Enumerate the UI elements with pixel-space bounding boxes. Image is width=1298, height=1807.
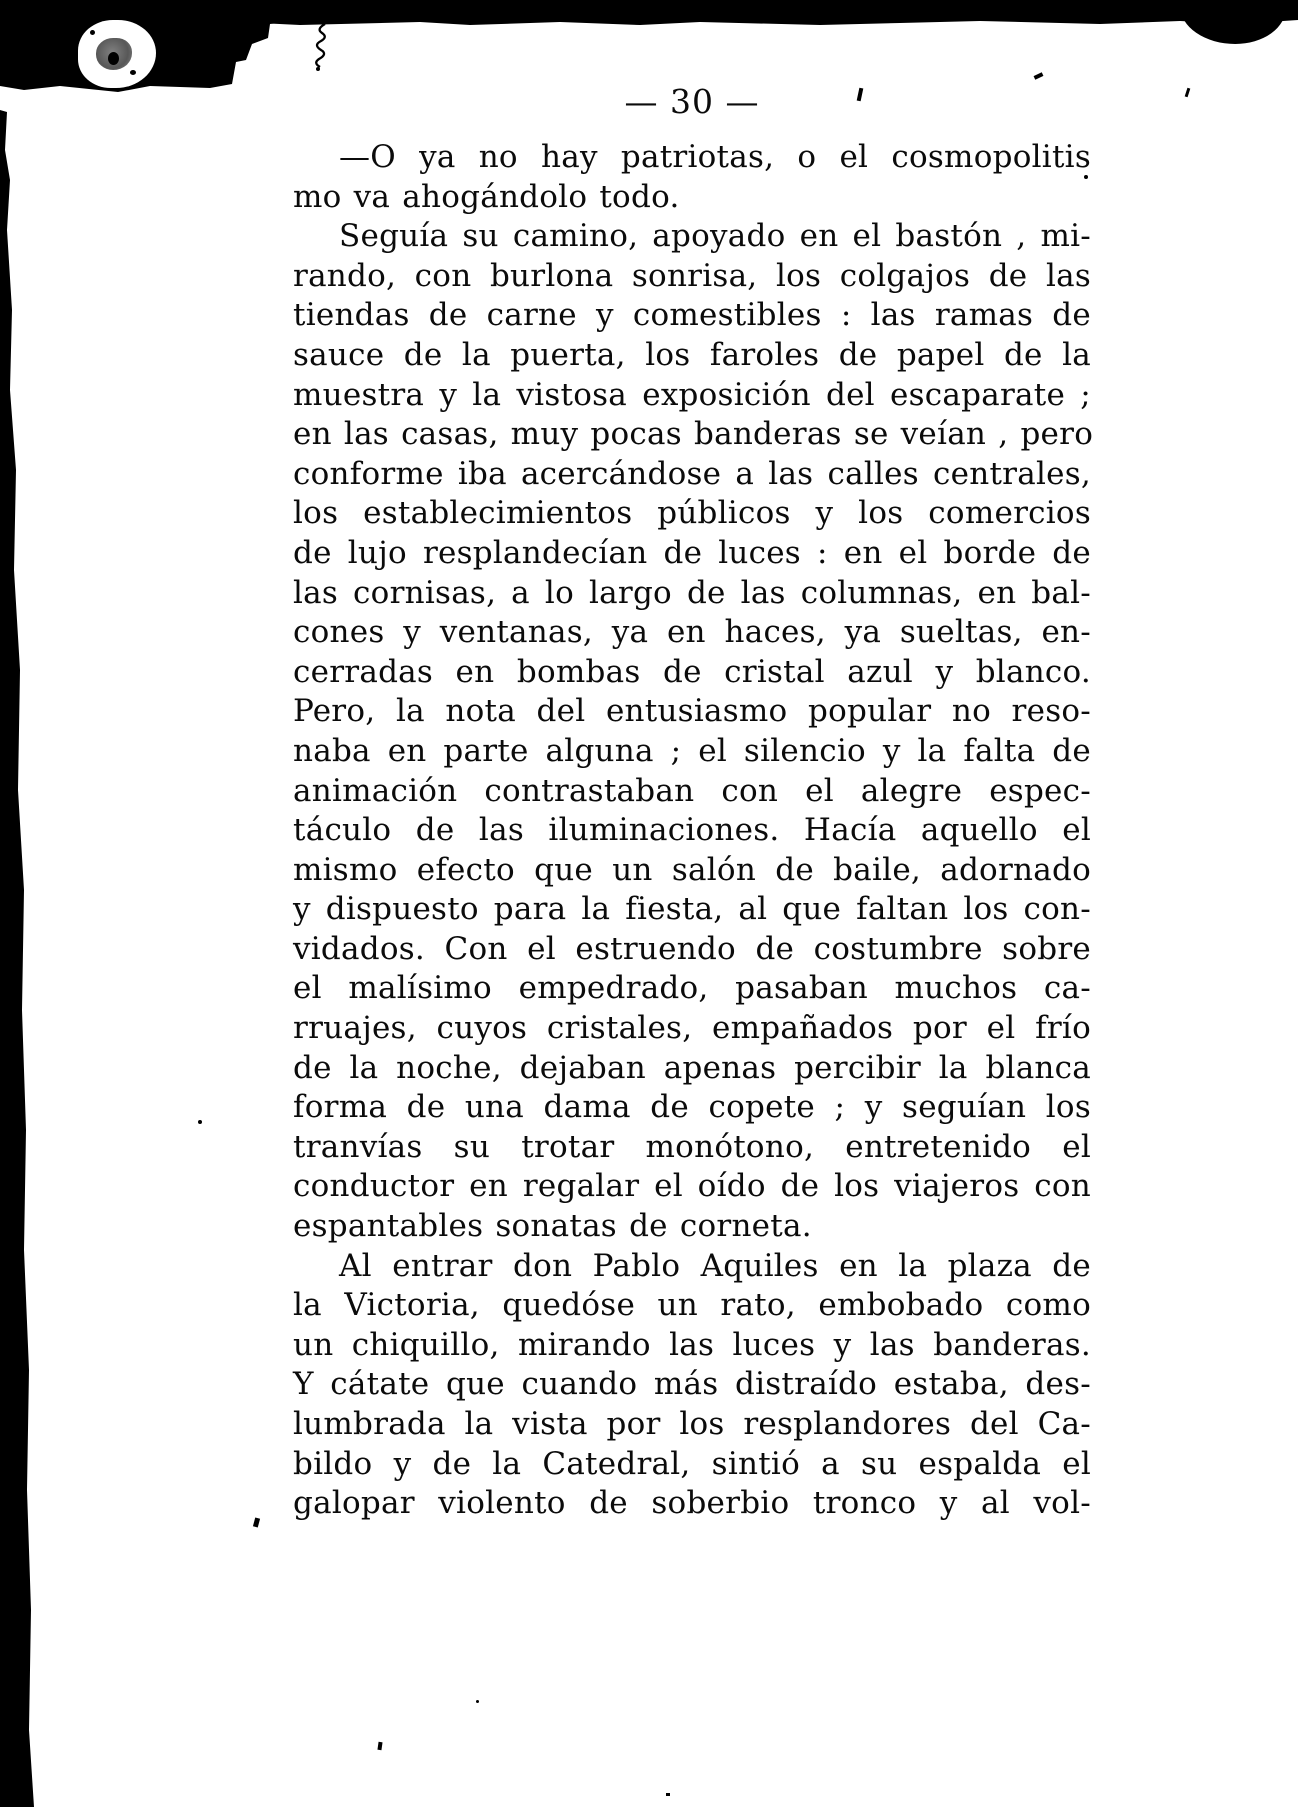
text-line: Seguía su camino, apoyado en el bastón , mi-	[339, 218, 1091, 255]
text-line: tiendas de carne y comestibles : las ramas de	[293, 297, 1091, 334]
text-line: rruajes, cuyos cristales, empañados por el frío	[293, 1010, 1091, 1047]
text-line: lumbrada la vista por los resplandores del Ca-	[293, 1406, 1091, 1442]
scan-artifact-dot	[108, 52, 119, 65]
text-line: y dispuesto para la fiesta, al que faltan los con-	[293, 891, 1091, 928]
text-line: forma de una dama de copete ; y seguían los	[293, 1089, 1091, 1126]
text-line: bildo y de la Catedral, sintió a su espalda el	[293, 1445, 1091, 1482]
text-line: el malísimo empedrado, pasaban muchos ca-	[293, 970, 1091, 1007]
scan-artifact-ink-squiggle	[310, 22, 336, 74]
text-line: rando, con burlona sonrisa, los colgajos de las	[293, 257, 1091, 294]
text-line: los establecimientos públicos y los comercios	[293, 495, 1091, 532]
text-line: tranvías su trotar monótono, entretenido el	[293, 1128, 1091, 1165]
scan-artifact-top-right-blob	[1180, 0, 1286, 44]
text-line: conforme iba acercándose a las calles centrales,	[293, 455, 1091, 492]
text-line: —O ya no hay patriotas, o el cosmopolitis	[339, 139, 1091, 175]
text-line: táculo de las iluminaciones. Hacía aquello el	[293, 812, 1091, 849]
text-line: cerradas en bombas de cristal azul y blanco.	[293, 653, 1091, 690]
scan-artifact-dot	[130, 70, 136, 75]
text-line: galopar violento de soberbio tronco y al vol-	[293, 1485, 1091, 1522]
text-line: las cornisas, a lo largo de las columnas, en bal-	[293, 574, 1091, 611]
text-line: Pero, la nota del entusiasmo popular no reso-	[293, 693, 1091, 730]
text-line: muestra y la vistosa exposición del escaparate ;	[293, 376, 1091, 413]
text-line: Al entrar don Pablo Aquiles en la plaza de	[339, 1247, 1091, 1284]
text-line: de la noche, dejaban apenas percibir la blanca	[293, 1049, 1091, 1086]
text-line: sauce de la puerta, los faroles de papel de la	[293, 336, 1091, 373]
text-line: animación contrastaban con el alegre espec-	[293, 772, 1091, 809]
scan-speck	[476, 1700, 479, 1703]
text-line: mo va ahogándolo todo.	[293, 178, 680, 215]
text-line: vidados. Con el estruendo de costumbre sobre	[293, 930, 1091, 967]
page-number: — 30 —	[624, 82, 760, 121]
scan-speck	[1034, 72, 1044, 79]
scan-artifact-left-edge-band	[0, 110, 40, 1807]
text-line: espantables sonatas de corneta.	[293, 1208, 812, 1245]
scan-speck	[253, 1518, 260, 1528]
text-line: conductor en regalar el oído de los viajeros con	[293, 1168, 1091, 1205]
text-line: la Victoria, quedóse un rato, embobado como	[293, 1287, 1091, 1324]
text-line: de lujo resplandecían de luces : en el borde de	[293, 534, 1091, 571]
text-line: mismo efecto que un salón de baile, adornado	[293, 851, 1091, 888]
scan-artifact-dot	[90, 30, 95, 35]
text-line: naba en parte alguna ; el silencio y la falta de	[293, 732, 1091, 769]
scan-speck	[377, 1742, 382, 1750]
text-line: Y cátate que cuando más distraído estaba, des-	[293, 1366, 1091, 1403]
scan-speck	[666, 1793, 670, 1796]
text-line: un chiquillo, mirando las luces y las banderas.	[293, 1326, 1091, 1363]
text-line: cones y ventanas, ya en haces, ya sueltas, en-	[293, 614, 1091, 651]
scan-speck	[198, 1120, 202, 1124]
scan-speck	[1185, 88, 1191, 97]
text-line: en las casas, muy pocas banderas se veían , pero	[293, 416, 1094, 453]
text-block	[293, 138, 1094, 1524]
